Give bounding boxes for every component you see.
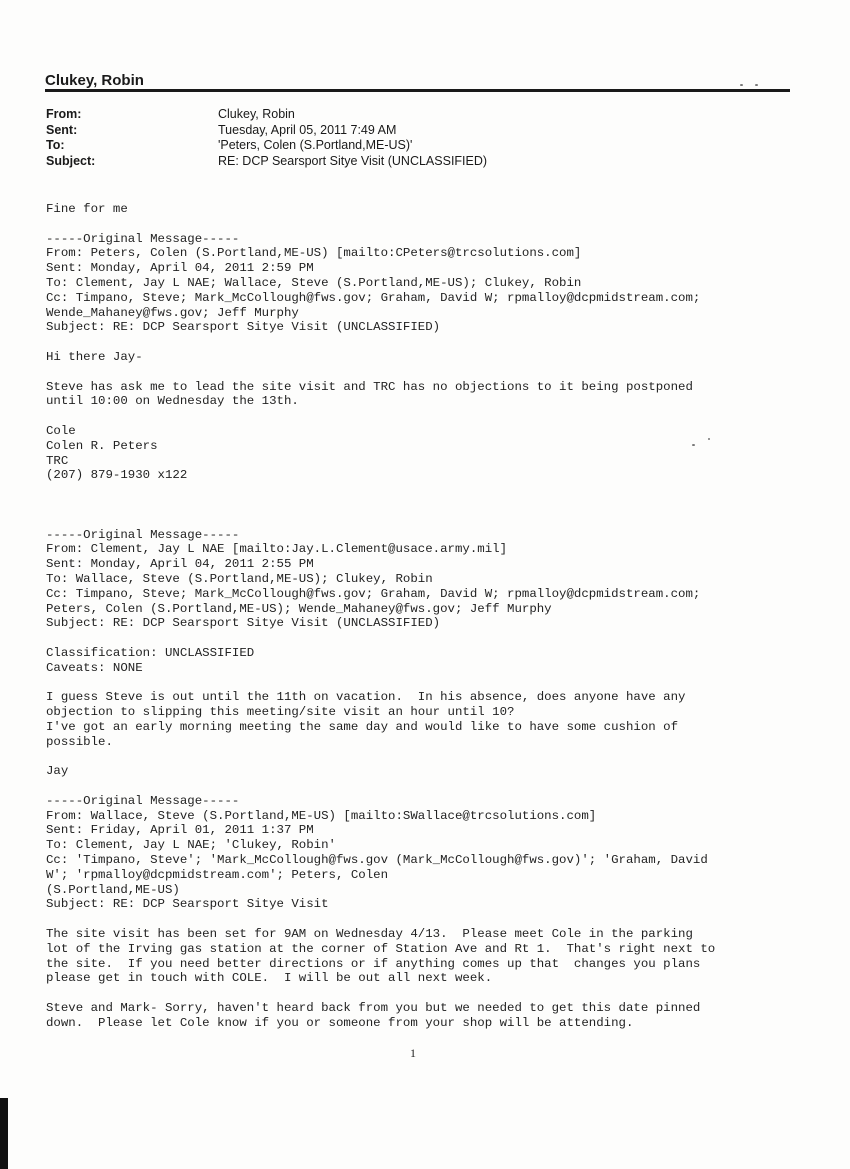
body-line: -----Original Message-----: [46, 793, 240, 808]
scan-speck: [692, 444, 695, 446]
header-row-sent: [46, 123, 487, 139]
email-header: [46, 107, 487, 169]
body-line: Cc: 'Timpano, Steve'; 'Mark_McCollough@fws.gov (Mark_McCollough@fws.gov)'; 'Graham, David: [46, 853, 708, 868]
blank-line: [46, 498, 826, 513]
body-line: To: Clement, Jay L NAE; 'Clukey, Robin': [46, 838, 336, 853]
body-line: the site. If you need better directions or if anything comes up that changes you plans: [46, 956, 701, 971]
body-line: I guess Steve is out until the 11th on vacation. In his absence, does anyone have any: [46, 690, 686, 705]
blank-line: [46, 513, 826, 528]
body-line: objection to slipping this meeting/site visit an hour until 10?: [46, 705, 515, 720]
body-line: down. Please let Cole know if you or someone from your shop will be attending.: [46, 1015, 634, 1030]
body-line: TRC: [46, 453, 69, 468]
blank-line: [46, 749, 826, 764]
body-line: Cc: Timpano, Steve; Mark_McCollough@fws.gov; Graham, David W; rpmalloy@dcpmidstream.com;: [46, 290, 701, 305]
body-line: W'; 'rpmalloy@dcpmidstream.com'; Peters, Colen: [46, 867, 389, 882]
body-line: Wende_Mahaney@fws.gov; Jeff Murphy: [46, 305, 299, 320]
body-line: Steve and Mark- Sorry, haven't heard back from you but we needed to get this date pinned: [46, 1001, 701, 1016]
body-line: From: Clement, Jay L NAE [mailto:Jay.L.Clement@usace.army.mil]: [46, 542, 508, 557]
body-line: Cole: [46, 423, 76, 438]
body-line: Cc: Timpano, Steve; Mark_McCollough@fws.gov; Graham, David W; rpmalloy@dcpmidstream.com;: [46, 586, 701, 601]
header-value: RE: DCP Searsport Sitye Visit (UNCLASSIFIED): [218, 153, 488, 168]
body-line: Subject: RE: DCP Searsport Sitye Visit (UNCLASSIFIED): [46, 320, 441, 335]
header-row-from: [46, 107, 487, 123]
scan-speck: [740, 84, 743, 86]
blank-line: [46, 912, 826, 927]
blank-line: [46, 676, 826, 691]
scan-speck: [708, 438, 710, 440]
body-line: Subject: RE: DCP Searsport Sitye Visit (UNCLASSIFIED): [46, 616, 441, 631]
blank-line: [46, 631, 826, 646]
body-line: Fine for me: [46, 202, 128, 216]
body-line: To: Wallace, Steve (S.Portland,ME-US); Clukey, Robin: [46, 571, 433, 586]
body-line: Sent: Monday, April 04, 2011 2:55 PM: [46, 557, 314, 572]
body-line: Classification: UNCLASSIFIED: [46, 645, 255, 660]
header-value: Clukey, Robin: [218, 107, 295, 121]
body-line: lot of the Irving gas station at the corner of Station Ave and Rt 1. That's right next to: [46, 941, 716, 956]
body-line: The site visit has been set for 9AM on Wednesday 4/13. Please meet Cole in the parking: [46, 927, 693, 942]
email-body: [46, 202, 826, 1031]
body-line: Steve has ask me to lead the site visit and TRC has no objections to it being postponed: [46, 379, 693, 394]
body-line: Hi there Jay-: [46, 349, 143, 364]
blank-line: [46, 365, 826, 380]
body-line: -----Original Message-----: [46, 231, 240, 246]
blank-line: [46, 779, 826, 794]
header-label: Subject:: [46, 153, 96, 168]
body-line: From: Wallace, Steve (S.Portland,ME-US) [mailto:SWallace@trcsolutions.com]: [46, 808, 597, 823]
header-row-subject: [46, 154, 487, 170]
body-line: To: Clement, Jay L NAE; Wallace, Steve (S.Portland,ME-US); Clukey, Robin: [46, 275, 582, 290]
header-label: To:: [46, 138, 65, 152]
body-line: Jay: [46, 764, 69, 779]
body-line: Peters, Colen (S.Portland,ME-US); Wende_Mahaney@fws.gov; Jeff Murphy: [46, 601, 552, 616]
body-line: please get in touch with COLE. I will be out all next week.: [46, 971, 493, 986]
header-value: 'Peters, Colen (S.Portland,ME-US)': [218, 138, 413, 152]
body-line: (207) 879-1930 x122: [46, 468, 188, 483]
heading-rule: [45, 89, 790, 92]
blank-line: [46, 409, 826, 424]
body-line: Subject: RE: DCP Searsport Sitye Visit: [46, 897, 329, 912]
header-row-to: [46, 138, 487, 154]
page-number: 1: [410, 1046, 416, 1060]
body-line: (S.Portland,ME-US): [46, 882, 180, 897]
body-line: possible.: [46, 734, 113, 749]
body-line: until 10:00 on Wednesday the 13th.: [46, 394, 299, 409]
body-line: Caveats: NONE: [46, 660, 143, 675]
blank-line: [46, 335, 826, 350]
scan-edge-shadow: [0, 1098, 8, 1169]
blank-line: [46, 986, 826, 1001]
body-line: Colen R. Peters: [46, 438, 158, 453]
body-line: Sent: Friday, April 01, 2011 1:37 PM: [46, 823, 314, 838]
blank-line: [46, 217, 826, 232]
header-label: Sent:: [46, 122, 78, 137]
body-line: Sent: Monday, April 04, 2011 2:59 PM: [46, 261, 314, 276]
body-line: I've got an early morning meeting the same day and would like to have some cushion of: [46, 719, 679, 734]
scan-speck: [755, 84, 758, 86]
header-value: Tuesday, April 05, 2011 7:49 AM: [218, 122, 397, 137]
body-line: From: Peters, Colen (S.Portland,ME-US) [mailto:CPeters@trcsolutions.com]: [46, 246, 582, 261]
body-line: -----Original Message-----: [46, 527, 240, 542]
header-label: From:: [46, 107, 82, 121]
sender-name-heading: Clukey, Robin: [45, 72, 144, 89]
blank-line: [46, 483, 826, 498]
